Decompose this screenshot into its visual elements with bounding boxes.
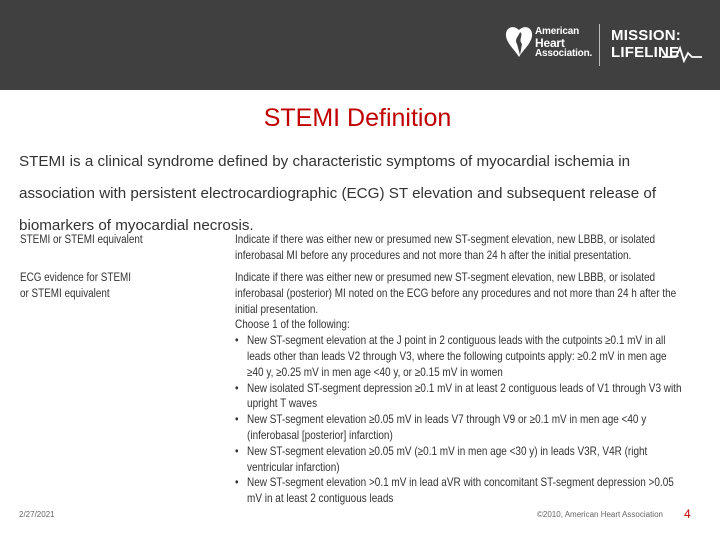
ekg-wave-icon (662, 45, 702, 63)
header-bar (0, 0, 720, 90)
row1-label: STEMI or STEMI equivalent (20, 234, 143, 246)
footer-copyright: ©2010, American Heart Association (537, 510, 663, 519)
row2-description: Indicate if there was either new or presumed new ST-segment elevation, new LBBB, or isolated inferobasal (posterior) MI noted on the ECG before any procedures and not more than 24 h after the initial presentation. Choose 1 of the following: • New ST-segment elevation at the J point in 2 contiguous leads with the cutpoints ≥0.1 mV in all leads other than leads V2 through V3, where the following cutpoints apply: ≥0.2 mV in men age ≥40 y, ≥0.25 mV in men age <40 y, or ≥0.15 mV in women • New isolated ST-segment depression ≥0.1 mV in at least 2 contiguous leads of V1 through V3 with upright T waves • New ST-segment elevation ≥0.05 mV in leads V7 through V9 or ≥0.1 mV in men age <40 y (inferobasal [posterior] infarction) • New ST-segment elevation ≥0.05 mV (≥0.1 mV in men age <30 y) in leads V3R, V4R (right ventricular infarction) • New ST-segment elevation >0.1 mV in lead aVR with concomitant ST-segment depression >0.05 mV in at least 2 contiguous leads (235, 270, 682, 507)
criteria-item: • New ST-segment elevation ≥0.05 mV (≥0.1 mV in men age <30 y) in leads V3R, V4R (right ventricular infarction) (235, 444, 682, 476)
logo-divider (599, 24, 600, 66)
criteria-item: • New ST-segment elevation ≥0.05 mV in leads V7 through V9 or ≥0.1 mV in men age <40 y (inferobasal [posterior] infarction) (235, 412, 682, 444)
stemi-definition-table (20, 232, 688, 506)
criteria-item: • New ST-segment elevation >0.1 mV in lead aVR with concomitant ST-segment depression >0.05 mV in at least 2 contiguous leads (235, 475, 682, 507)
row2-label: ECG evidence for STEMI or STEMI equivalent (20, 272, 132, 300)
footer-date: 2/27/2021 (19, 510, 55, 519)
page-number: 4 (684, 507, 691, 521)
mission-lifeline-logo: MISSION: LIFELINE (611, 27, 681, 61)
row1-description: Indicate if there was either new or presumed new ST-segment elevation, new LBBB, or isolated inferobasal MI before any procedures and not more than 24 h after the initial presentation. (235, 233, 656, 262)
aha-logo-text: American Heart Association. (535, 26, 593, 59)
intro-paragraph: STEMI is a clinical syndrome defined by characteristic symptoms of myocardial ischemia in association with persistent electrocardiographic (ECG) ST elevation and subsequent release of biomarkers of myocardial necrosis. (19, 153, 657, 234)
criteria-item: • New isolated ST-segment depression ≥0.1 mV in at least 2 contiguous leads of V1 through V3 with upright T waves (235, 381, 682, 413)
criteria-item: • New ST-segment elevation at the J point in 2 contiguous leads with the cutpoints ≥0.1 mV in all leads other than leads V2 through V3, where the following cutpoints apply: ≥0.2 mV in men age ≥40 y, ≥0.25 mV in men age <40 y, or ≥0.15 mV in women (235, 333, 682, 380)
slide-title: STEMI Definition (263, 104, 452, 132)
criteria-list (235, 333, 682, 507)
